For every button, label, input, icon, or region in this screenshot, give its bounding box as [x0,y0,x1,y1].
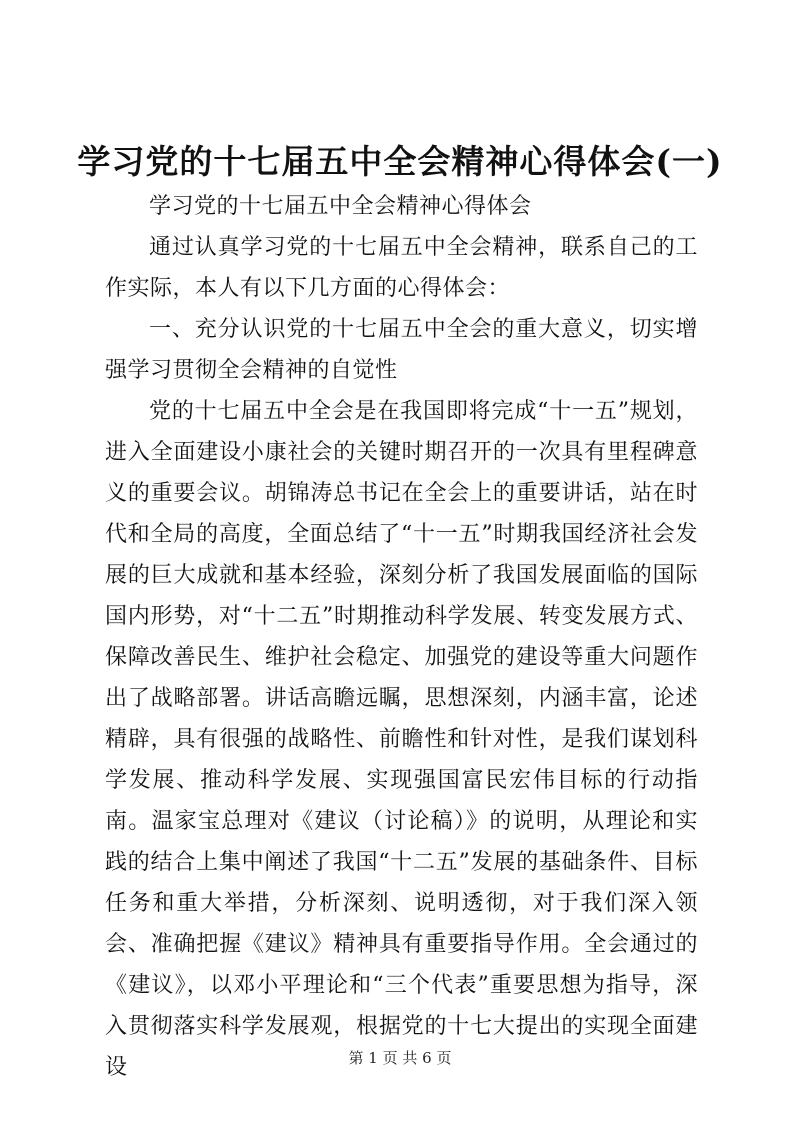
paragraph-intro: 通过认真学习党的十七届五中全会精神，联系自己的工作实际，本人有以下几方面的心得体会： [105,235,698,301]
paragraph-section-heading: 一、充分认识党的十七届五中全会的重大意义，切实增强学习贯彻全会精神的自觉性 [105,317,698,383]
page-footer: 第 1 页 共 6 页 [348,1049,452,1067]
document-title: 学习党的十七届五中全会精神心得体会(一) [77,142,723,181]
paragraph-body: 党的十七届五中全会是在我国即将完成“十一五”规划，进入全面建设小康社会的关键时期召开的一次具有里程碑意义的重要会议。胡锦涛总书记在全会上的重要讲话，站在时代和全局的高度，全面总结了“十一五”时期我国经济社会发展的巨大成就和基本经验，深刻分析了我国发展面临的国际国内形势，对“十二五”时期推动科学发展、转变发展方式、保障改善民生、维护社会稳定、加强党的建设等重大问题作出了战略部署。讲话高瞻远瞩，思想深刻，内涵丰富，论述精辟，具有很强的战略性、前瞻性和针对性，是我们谋划科学发展、推动科学发展、实现强国富民宏伟目标的行动指南。温家宝总理对《建议（讨论稿）》的说明，从理论和实践的结合上集中阐述了我国“十二五”发展的基础条件、目标任务和重大举措，分析深刻、说明透彻，对于我们深入领会、准确把握《建议》精神具有重要指导作用。全会通过的《建议》，以邓小平理论和“三个代表”重要思想为指导，深入贯彻落实科学发展观，根据党的十七大提出的实现全面建设 [105,399,698,1080]
document-body [105,186,698,1088]
paragraph-subtitle: 学习党的十七届五中全会精神心得体会 [149,194,532,219]
